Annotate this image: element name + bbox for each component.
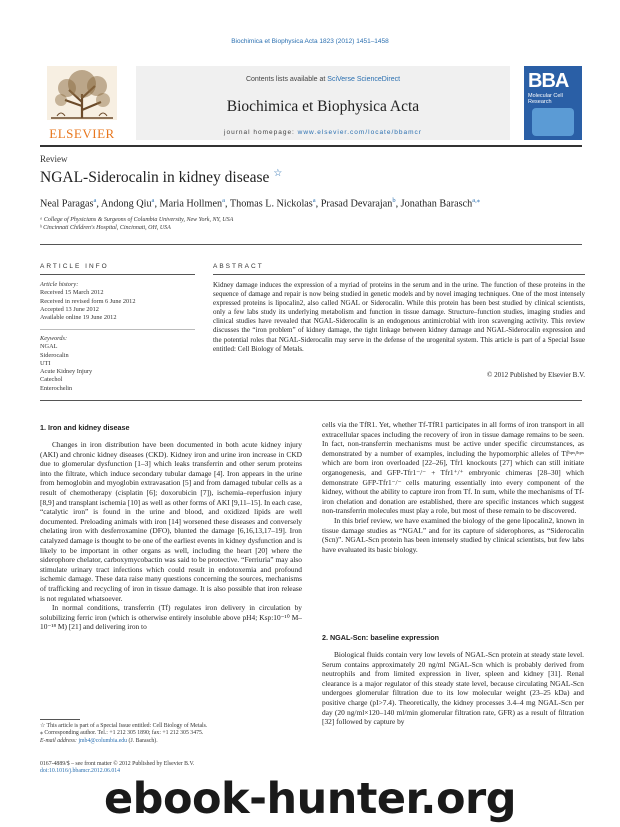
cover-title: BBA bbox=[528, 70, 569, 92]
article-info-heading: ARTICLE INFO bbox=[40, 263, 109, 270]
article-title bbox=[40, 168, 282, 187]
homepage-line bbox=[136, 129, 510, 136]
header-rule bbox=[40, 145, 582, 147]
keyword: NGAL bbox=[40, 343, 58, 351]
keyword: Catechol bbox=[40, 376, 63, 384]
history-item: Available online 19 June 2012 bbox=[40, 314, 117, 322]
right-column bbox=[322, 420, 584, 554]
history-label: Article history: bbox=[40, 281, 79, 288]
keywords-label: Keywords: bbox=[40, 335, 68, 342]
issn-line: 0167-4889/$ – see front matter © 2012 Published by Elsevier B.V. bbox=[40, 761, 195, 767]
cover-subtitle-2: Research bbox=[528, 99, 552, 106]
email-line bbox=[40, 738, 300, 745]
elsevier-wordmark: ELSEVIER bbox=[49, 126, 115, 141]
history-item: Accepted 13 June 2012 bbox=[40, 305, 99, 313]
abstract-text: Kidney damage induces the expression of a myriad of proteins in the serum and in the urine. The function of these proteins in the sequence of damage and repair is now being studied in genetic models and by novel imaging techniques. One of the most intensely expressed proteins is lipocalin2, also called NGAL or Siderocalin. While this protein has been best studied by clinical scientists, only a few labs study its underlying metabolism and function in tissue damage. Structure–function studies, imaging studies and clinical studies have revealed that NGAL-Siderocalin is an endogenous antimicrobial with iron scavenging activity. This review discusses the “iron problem” of kidney damage, the tight linkage between kidney damage and NGAL-Siderocalin expression and the potential roles that NGAL-Siderocalin may serve in the defense of the urogenital system. This article is part of a Special Issue entitled: Cell Biology of Metals. bbox=[213, 281, 585, 353]
body-paragraph: cells via the TfR1. Yet, whether Tf-TfR1 participates in all forms of iron transport in all extracellular spaces including the recovery of iron in tissue damage remains to be seen. In fact, non-transferrin mechanisms must be active under specific circumstances, as demonstrated by a number of examples, including the hypomorphic alleles of Tfʰᵖˣ/ʰᵖˣ which are born iron overloaded [22–26], Tfr1 knockouts [27] which can still initiate organogenesis, and GFP-Tfr1⁻/⁻ + Tfr1⁺/⁺ embryonic chimeras [28–30] which demonstrate GFP-Tfr1⁻/⁻ cells maturing essentially into every component of the kidney, without the ability to capture iron from Tf. In sum, while the mechanisms of Tf-iron chelation and donation are established, there are specific instances which suggest non-transferrin molecules must play a role, but most of these remain to be discovered. bbox=[322, 420, 584, 516]
keyword: Siderocalin bbox=[40, 351, 69, 359]
homepage-link[interactable]: www.elsevier.com/locate/bbamcr bbox=[297, 129, 422, 136]
section-2-column bbox=[322, 650, 584, 727]
body-paragraph: Biological fluids contain very low levels of NGAL-Scn protein at steady state level. Serum contains approximately 20 ng/ml NGAL-Scn which is probably derived from neutrophils and from limited expression in liver, spleen and kidney [31]. Renal clearance is a major regulator of this steady state level, because circulating NGAL-Scn undergoes glomerular filtration due to its low molecular weight (23–25 kDa) and positive charge (pI>7.4). Theoretically, the kidney processes 3.4–4 mg NGAL-Scn per day (20 ng/ml×120–140 ml/min glomerular filtration rate, GFR) as a result of filtration [32] followed by capture by bbox=[322, 650, 584, 727]
article-type: Review bbox=[40, 154, 68, 164]
section-2-heading: 2. NGAL-Scn: baseline expression bbox=[322, 633, 440, 642]
footnotes bbox=[40, 723, 300, 745]
author-affil: b bbox=[392, 197, 396, 204]
keyword: Acute Kidney Injury bbox=[40, 368, 93, 376]
footnote: ⁎ Corresponding author. Tel.: +1 212 305 1890; fax: +1 212 305 3475. bbox=[40, 730, 204, 737]
journal-banner bbox=[136, 66, 510, 140]
abstract-copyright: © 2012 Published by Elsevier B.V. bbox=[487, 371, 585, 379]
journal-citation[interactable]: Biochimica et Biophysica Acta 1823 (2012) 1451–1458 bbox=[231, 38, 389, 45]
author-name[interactable]: Jonathan Barasch bbox=[400, 198, 473, 210]
body-paragraph: Changes in iron distribution have been documented in both acute kidney injury (AKI) and chronic kidney diseases (CKD). Kidney iron and urine iron increase in CKD due to glomerular dysfunction [1–3] which leaks transferrin and other serum proteins into the filtrate, which induce secondary tubular damage [4]. Iron appears in the urine from hemoglobin and myoglobin extravasation [5] and from damaged tubular cells as a result of chemotherapy (cisplatin [6]; doxorubicin [7]), ischemia–reperfusion injury [8,9] and transplant ischemia [10] as well as other forms of AKI [9,11–15]. In each case, “catalytic iron” is found in the urine and blood, and oxidized lipids are well documented. Preloading animals with iron [14] worsened these diseases and conversely chelating iron with desferroxamine (DFO), blunted the damage [6,16,13,17–19]. Iron catalyzed damage is thought to be one of the earliest events in kidney dysfunction and is likely to be important in other organs as well, including the heart [20] where the siderophore chelator, carboxymycobactin was said to be protective. “Ferriuria” may also stimulate urinary tract infections which could result in endotoxemia and profound ischemic damage. These data raise many questions concerning the sources, mechanisms of trafficking and recycling of iron in tissue damage. It is also possible that iron release is not regulated whatsoever. bbox=[40, 440, 302, 603]
left-column bbox=[40, 440, 302, 632]
affiliation-rule bbox=[40, 244, 582, 245]
tree-icon bbox=[47, 66, 117, 120]
history-item: Received 15 March 2012 bbox=[40, 289, 104, 297]
author-affil: a bbox=[93, 197, 97, 204]
cover-art bbox=[532, 108, 574, 136]
email-prefix: E-mail address: bbox=[40, 737, 79, 744]
keyword: UTI bbox=[40, 359, 51, 367]
sciencedirect-link[interactable]: SciVerse ScienceDirect bbox=[327, 76, 401, 83]
article-history bbox=[40, 281, 190, 322]
author-affil: a bbox=[312, 197, 316, 204]
section-1-heading: 1. Iron and kidney disease bbox=[40, 423, 130, 432]
homepage-prefix: journal homepage: bbox=[224, 129, 298, 136]
affiliation-a: ᵃ College of Physicians & Surgeons of Columbia University, New York, NY, USA bbox=[40, 217, 234, 223]
author-name[interactable]: Neal Paragas bbox=[40, 198, 94, 210]
footnote-rule bbox=[40, 719, 80, 720]
body-rule bbox=[40, 400, 582, 401]
keywords-block bbox=[40, 335, 190, 393]
contents-line bbox=[136, 76, 510, 83]
email-suffix: (J. Barasch). bbox=[127, 737, 158, 744]
abstract-heading: ABSTRACT bbox=[213, 263, 264, 270]
author-affil: a,⁎ bbox=[472, 197, 481, 204]
contents-prefix: Contents lists available at bbox=[245, 76, 328, 83]
footnote: ☆ This article is part of a Special Issue entitled: Cell Biology of Metals. bbox=[40, 723, 208, 729]
keywords-rule bbox=[40, 329, 195, 330]
author-name[interactable]: Maria Hollmen bbox=[159, 198, 223, 210]
author-affil: a bbox=[151, 197, 155, 204]
elsevier-logo bbox=[40, 66, 124, 140]
journal-name: Biochimica et Biophysica Acta bbox=[226, 98, 420, 115]
author-name[interactable]: Thomas L. Nickolas bbox=[229, 198, 313, 210]
cover-subtitle-1: Molecular Cell bbox=[528, 93, 563, 99]
email-link[interactable]: jmb4@columbia.edu bbox=[78, 737, 128, 744]
doi-link[interactable]: doi:10.1016/j.bbamcr.2012.06.014 bbox=[40, 768, 121, 775]
author-list: Neal Paragas$^a$, Andong Qiu$^a$, Maria Hollmen$^a$, Thomas L. Nickolas$^a$, Prasad Devarajan$^b$, Jonathan Barasch$^{a,⁎}$ bbox=[40, 197, 481, 210]
author-name[interactable]: Andong Qiu bbox=[100, 198, 152, 210]
author-affil: a bbox=[222, 197, 225, 204]
body-paragraph: In this brief review, we have examined the biology of the gene lipocalin2, known in tissue damage studies as “NGAL” and for its capture of siderophores, as “Siderocalin (Scn)”. NGAL-Scn protein has been intensely studied by clinical scientists, but few labs have evaluated its basic biology. bbox=[322, 515, 584, 554]
body-paragraph: In normal conditions, transferrin (Tf) regulates iron delivery in circulation by solubilizing ferric iron (which is otherwise entirely insoluble above pH4; Ksp:10⁻¹⁰ M–10⁻¹⁸ M) [21] and delivering iron to bbox=[40, 603, 302, 632]
article-title-text: NGAL-Siderocalin in kidney disease bbox=[40, 169, 270, 187]
info-rule bbox=[40, 274, 195, 275]
keyword: Enterochelin bbox=[40, 384, 73, 392]
title-footnote-star-icon[interactable]: ☆ bbox=[273, 168, 283, 179]
history-item: Received in revised form 6 June 2012 bbox=[40, 297, 136, 305]
watermark: ebook-hunter.org bbox=[104, 774, 516, 824]
masthead bbox=[40, 52, 582, 142]
abstract-rule bbox=[213, 274, 585, 275]
affiliation-b: ᵇ Cincinnati Children's Hospital, Cincinnati, OH, USA bbox=[40, 225, 171, 231]
journal-cover[interactable] bbox=[524, 66, 582, 140]
author-name[interactable]: Prasad Devarajan bbox=[320, 198, 393, 210]
